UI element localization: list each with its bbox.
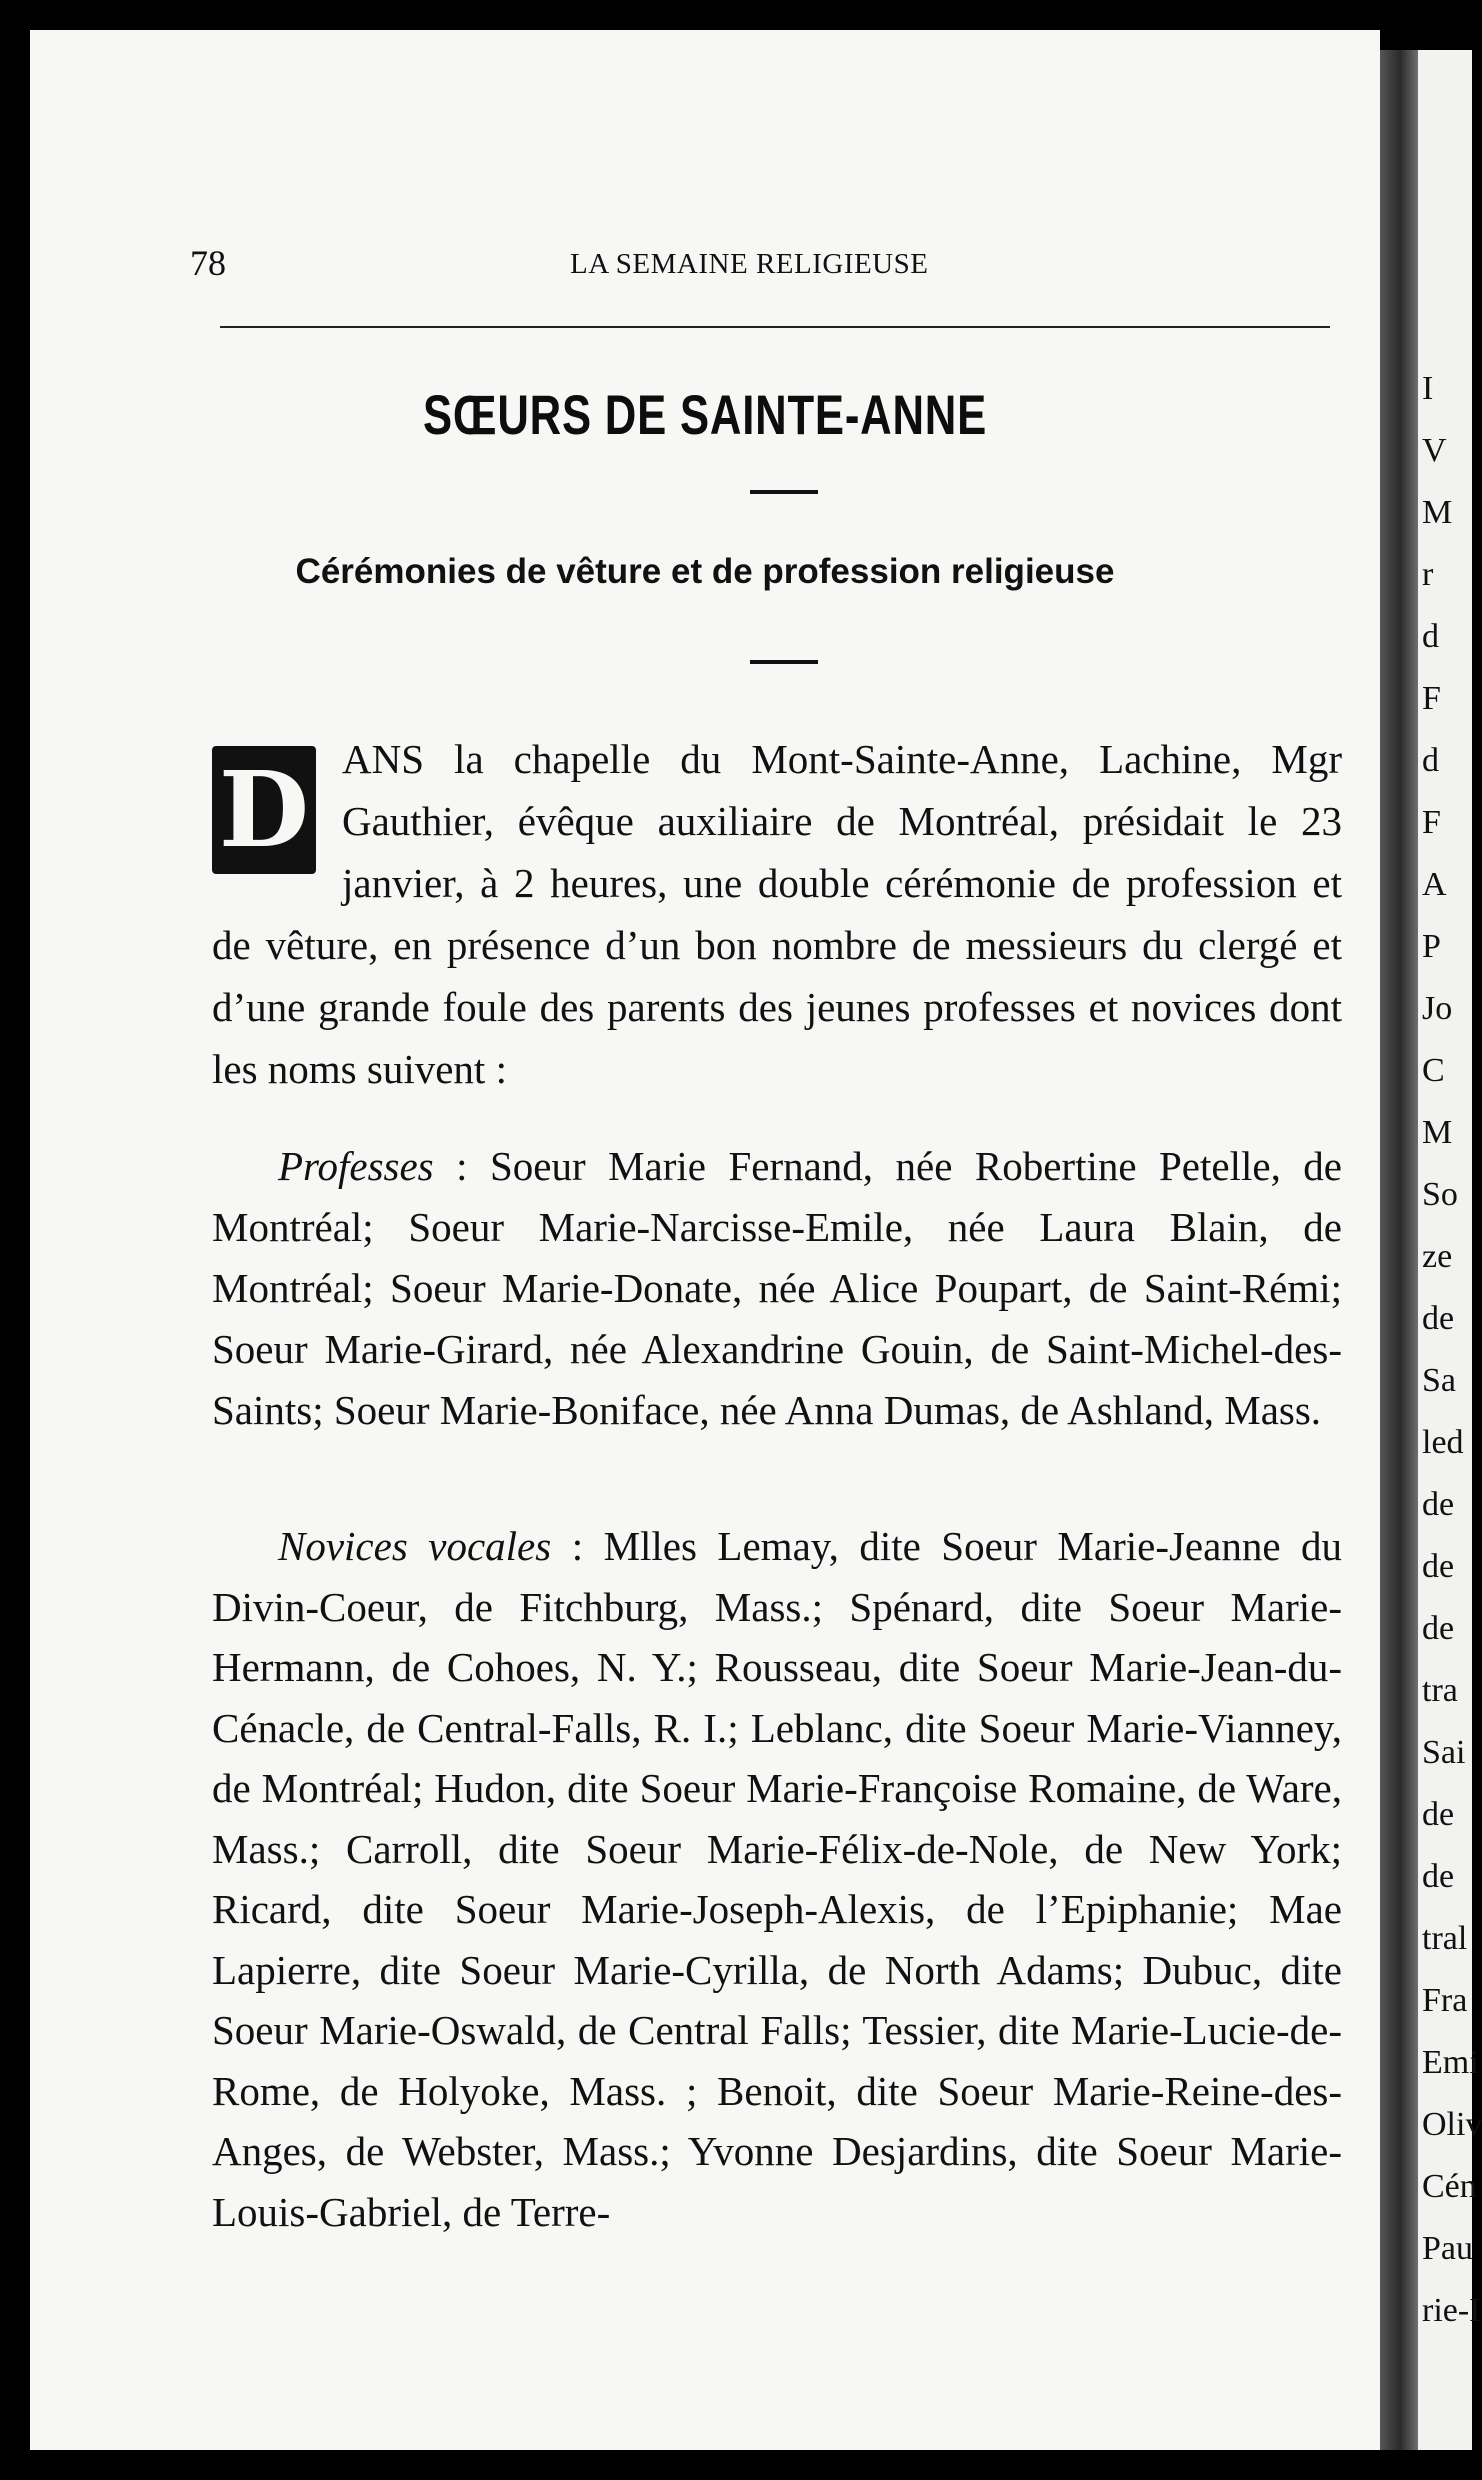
adjacent-page-fragment: M <box>1422 494 1453 531</box>
adjacent-page-fragment: M <box>1422 1114 1453 1151</box>
novices-text: : Mlles Lemay, dite Soeur Marie-Jeanne du Divin-Coeur, de Fitchburg, Mass.; Spénard, dite Soeur Marie-Hermann, de Cohoes, N. Y.; Rousseau, dite Soeur Marie-Jean-du-Cénacle, de Central-Falls, R. I.; Leblanc, dite Soeur Marie-Vianney, de Montréal; Hudon, dite Soeur Marie-Françoise Romaine, de Ware, Mass.; Carroll, dite Soeur Marie-Félix-de-Nole, de New York; Ricard, dite Soeur Marie-Joseph-Alexis, de l’Epiphanie; Mae Lapierre, dite Soeur Marie-Cyrilla, de North Adams; Dubuc, dite Soeur Marie-Oswald, de Central Falls; Tessier, dite Marie-Lucie-de-Rome, de Holyoke, Mass. ; Benoit, dite Soeur Marie-Reine-des-Anges, de Webster, Mass.; Yvonne Desjardins, dite Soeur Marie-Louis-Gabriel, de Terre- <box>212 1523 1342 2235</box>
adjacent-page-fragment: led <box>1422 1424 1464 1461</box>
adjacent-page-fragment: d <box>1422 742 1439 779</box>
book-page <box>30 30 1380 2450</box>
adjacent-page-fragment: de <box>1422 1796 1455 1833</box>
adjacent-page-fragment: rie-I <box>1422 2292 1481 2329</box>
intro-paragraph <box>212 728 1342 1100</box>
novices-label: Novices vocales <box>278 1523 552 1569</box>
professes-paragraph <box>212 1136 1342 1441</box>
adjacent-page-fragment: Oliv <box>1422 2106 1482 2143</box>
adjacent-page-fragment: A <box>1422 866 1447 903</box>
adjacent-page-fragment: de <box>1422 1610 1455 1647</box>
adjacent-page-fragment: Sa <box>1422 1362 1456 1399</box>
adjacent-page-fragment: Sai <box>1422 1734 1466 1771</box>
adjacent-page-fragment: P <box>1422 928 1441 965</box>
adjacent-page-fragment: de <box>1422 1486 1455 1523</box>
adjacent-page-fragment: ze <box>1422 1238 1453 1275</box>
novices-paragraph <box>212 1516 1342 2242</box>
professes-label: Professes <box>278 1143 434 1189</box>
page-number: 78 <box>190 243 226 283</box>
professes-text: : Soeur Marie Fernand, née Robertine Petelle, de Montréal; Soeur Marie-Narcisse-Emile, née Laura Blain, de Montréal; Soeur Marie-Donate, née Alice Poupart, de Saint-Rémi; Soeur Marie-Girard, née Alexandrine Gouin, de Saint-Michel-des-Saints; Soeur Marie-Boniface, née Anna Dumas, de Ashland, Mass. <box>212 1143 1342 1433</box>
adjacent-page-fragment: Fra <box>1422 1982 1468 2019</box>
article-subtitle: Cérémonies de vêture et de profession religieuse <box>295 552 1115 591</box>
adjacent-page-fragment: Jo <box>1422 990 1453 1027</box>
page-header <box>190 242 1330 292</box>
running-title: LA SEMAINE RELIGIEUSE <box>570 248 929 280</box>
adjacent-page-fragment: Cén <box>1422 2168 1477 2205</box>
adjacent-page-fragment: V <box>1422 432 1447 469</box>
adjacent-page-fragment: F <box>1422 680 1441 717</box>
adjacent-page-fragment: F <box>1422 804 1441 841</box>
drop-cap-initial: D <box>212 746 316 874</box>
adjacent-page-fragment: d <box>1422 618 1439 655</box>
adjacent-page-fragment: de <box>1422 1300 1455 1337</box>
adjacent-page-fragment: C <box>1422 1052 1445 1089</box>
adjacent-page-fragment: Emi <box>1422 2044 1479 2081</box>
adjacent-page-fragment: r <box>1422 556 1434 593</box>
adjacent-page-edge <box>1418 50 1482 2450</box>
adjacent-page-fragment: de <box>1422 1548 1455 1585</box>
article-title: SŒURS DE SAINTE-ANNE <box>422 383 988 446</box>
adjacent-page-fragment: de <box>1422 1858 1455 1895</box>
adjacent-page-fragment: I <box>1422 370 1434 407</box>
title-rule <box>750 490 818 494</box>
adjacent-page-fragment: tra <box>1422 1672 1458 1709</box>
intro-text: ANS la chapelle du Mont-Sainte-Anne, Lachine, Mgr Gauthier, évêque auxiliaire de Montréal, présidait le 23 janvier, à 2 heures, une double cérémonie de profession et de vêture, en présence d’un bon nombre de messieurs du clergé et d’une grande foule des parents des jeunes professes et novices dont les noms suivent : <box>212 736 1342 1092</box>
adjacent-page-fragment: So <box>1422 1176 1458 1213</box>
subtitle-rule <box>750 660 818 664</box>
header-rule <box>220 326 1330 328</box>
book-gutter <box>1380 50 1420 2450</box>
adjacent-page-fragment: Pau <box>1422 2230 1473 2267</box>
adjacent-page-fragment: tral <box>1422 1920 1468 1957</box>
